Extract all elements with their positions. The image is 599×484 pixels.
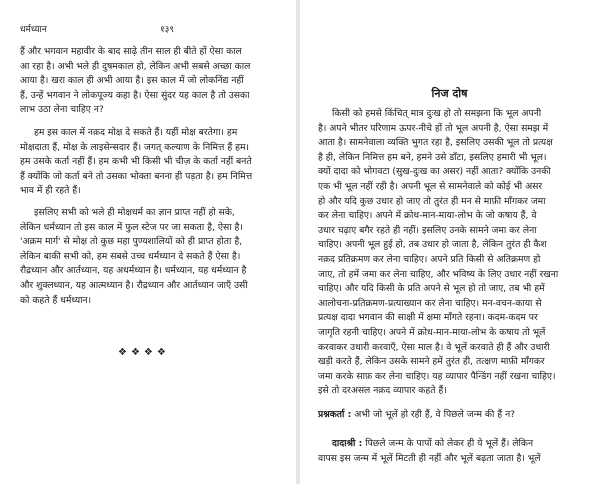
text-line: रौद्रध्यान और आर्तध्यान, यह अधर्मध्यान है। धर्मध्यान, यह धर्मध्यान है — [20, 265, 247, 277]
dialogue-text: अभी जो भूलें हो रही हैं, वे पिछले जन्म की हैं न? — [354, 409, 516, 420]
text-line: चाहिए। और यदि किसी के प्रति अपने से भूल हो तो जाए, तब भी हमें — [318, 283, 545, 295]
text-line: खड़ी करते हैं, लेकिन उसके सामने हमें तुरंत ही, तत्क्षण माफ़ी माँगकर — [318, 356, 545, 368]
text-line: जागृति रहनी चाहिए। अपने में क्रोध-मान-माया-लोभ के कषाय तो भूलें — [318, 326, 546, 338]
text-line: आया है। खरा काल ही अभी आया है। इस काल में जो लोकनिंद्य नहीं — [20, 75, 244, 87]
text-line: हम इस काल में नक़द मोक्ष दे सकते हैं। यहीं मोक्ष बरतेगा। हम — [34, 127, 238, 138]
text-line: प्रत्यक्ष दादा भगवान की साक्षी में क्षमा माँगते रहना। कदम-कदम पर — [318, 312, 538, 324]
speaker-label: दादाश्री : — [332, 438, 363, 449]
text-line: इसलिए सभी को भले ही मोक्षधर्म का ज्ञान प्राप्त नहीं हो सके, — [34, 207, 235, 218]
paragraph — [318, 107, 583, 399]
text-line: मोक्षदाता हैं, मोक्ष के लाइसेन्सदार हैं। जगत् कल्याण के निमित्त हैं हम। — [20, 141, 249, 153]
paragraph — [20, 45, 288, 118]
text-line: नक़द प्रतिक्रमण कर लेना चाहिए। अपने प्रति किसी से अतिक्रमण हो — [318, 253, 541, 265]
text-line: हैं और भगवान महावीर के बाद साढ़े तीन साल ही बीते हों ऐसा काल — [20, 46, 242, 57]
text-line: जमा करके साफ़ कर लेना चाहिए। यह व्यापार पैन्डिंग नहीं रखना चाहिए। — [318, 370, 556, 382]
text-line: भाव में ही रहते हैं। — [20, 185, 81, 197]
text-line: हो और यदि कुछ उधार हो जाए तो तुरंत ही मन से माफ़ी माँगकर जमा — [318, 195, 546, 207]
text-line: जाए, तो हमें जमा कर लेना चाहिए, और भविष्य के लिए उधार नहीं रखना — [318, 268, 559, 280]
text-line: आलोचना-प्रतिक्रमण-प्रत्याख्यान कर लेना चाहिए। मन-वचन-काया से — [318, 297, 542, 309]
text-line: हैं, उन्हें भगवान ने लोकपूज्य कहा है। ऐसा सुंदर यह काल है तो उसका — [20, 89, 250, 101]
text-line: हैं क्योंकि जो कर्ता बने तो उसका भोक्ता बनना ही पड़ता है। हम निमित्त — [20, 170, 253, 182]
text-line: लाभ उठा लेना चाहिए न? — [20, 104, 104, 116]
text-line: इसे तो दरअसल नक़द व्यापार कहते हैं। — [318, 385, 447, 397]
text-line: लेकिन धर्मध्यान तो इस काल में फुल स्टेज पर जा सकता है, ऐसा है। — [20, 221, 243, 233]
page-number: १३९ — [160, 25, 175, 35]
text-line: आ रहा है। अभी भले ही दुषमकाल हो, लेकिन अभी सबसे अच्छा काल — [20, 60, 251, 72]
running-head: धर्मध्यान — [20, 25, 47, 35]
text-line — [318, 408, 583, 423]
text-line: हम उसके कर्ता नहीं हैं। हम कभी भी किसी भी चीज़ के कर्ता नहीं बनते — [20, 156, 252, 168]
text-line: चाहिए। अपनी भूल हुई हो, तब उधार हो जाता है, लेकिन तुरंत ही कैश — [318, 239, 547, 251]
answer-paragraph — [318, 437, 583, 466]
text-line: एक भी भूल नहीं रही है। अपनी भूल से सामनेवाले को कोई भी असर — [318, 180, 543, 192]
text-line — [318, 437, 583, 452]
text-line: है ही, लेकिन निमित्त हम बने, हमने उसे डाँटा, इसलिए हमारी भी भूल। — [318, 151, 547, 163]
right-page — [300, 0, 599, 484]
speaker-label: प्रश्नकर्ता : — [318, 409, 352, 420]
text-line: है। अपने भीतर परिणाम ऊपर-नीचे हों तो भूल अपनी है, ऐसा समझ में — [318, 122, 549, 134]
ornament-divider: ❖❖❖❖ — [118, 347, 170, 358]
question-paragraph — [318, 408, 583, 423]
dialogue-text: पिछले जन्म के पापों को लेकर ही ये भूलें हैं। लेकिन — [365, 438, 534, 449]
text-line: वापस इस जन्म में भूलें मिटती ही नहीं और भूलें बढ़ता जाता है। भूलें — [318, 452, 541, 464]
left-page — [0, 0, 296, 484]
text-line: क्यों दादा को भोगवटा (सुख-दुःख का असर) नहीं आता? क्योंकि उनकी — [318, 166, 551, 178]
paragraph — [20, 206, 288, 308]
text-line: को कहते हैं धर्मध्यान। — [20, 294, 92, 306]
text-line: आता है। सामनेवाला व्यक्ति भुगत रहा है, इसलिए उसकी भूल तो प्रत्यक्ष — [318, 137, 553, 149]
text-line: 'अक्रम मार्ग' से मोक्ष तो कुछ महा पुण्यशालियों को ही प्राप्त होता है, — [20, 236, 243, 248]
text-line: उधार चढ़ाए बगैर रहते ही नहीं। इसलिए उनके सामने जमा कर लेना — [318, 224, 537, 236]
chapter-heading: निज दोष — [431, 87, 468, 100]
paragraph — [20, 126, 288, 199]
text-line: कर लेना चाहिए। अपने में क्रोध-मान-माया-लोभ के जो कषाय हैं, वे — [318, 210, 537, 222]
text-line: किसी को हमसे किंचित् मात्र दुःख हो तो समझना कि भूल अपनी — [332, 108, 542, 119]
text-line: और शुक्लध्यान, यह आत्मध्यान है। रौद्रध्यान और आर्तध्यान जाएँ उसी — [20, 279, 248, 291]
text-line: करवाकर उधारी करवाएँ, ऐसा माल है। वे भूलें करवाते ही हैं और उधारी — [318, 341, 550, 353]
text-line: लेकिन बाकी सभी को, हम सबसे उच्च धर्मध्यान दे सकते हैं ऐसा है। — [20, 250, 241, 262]
